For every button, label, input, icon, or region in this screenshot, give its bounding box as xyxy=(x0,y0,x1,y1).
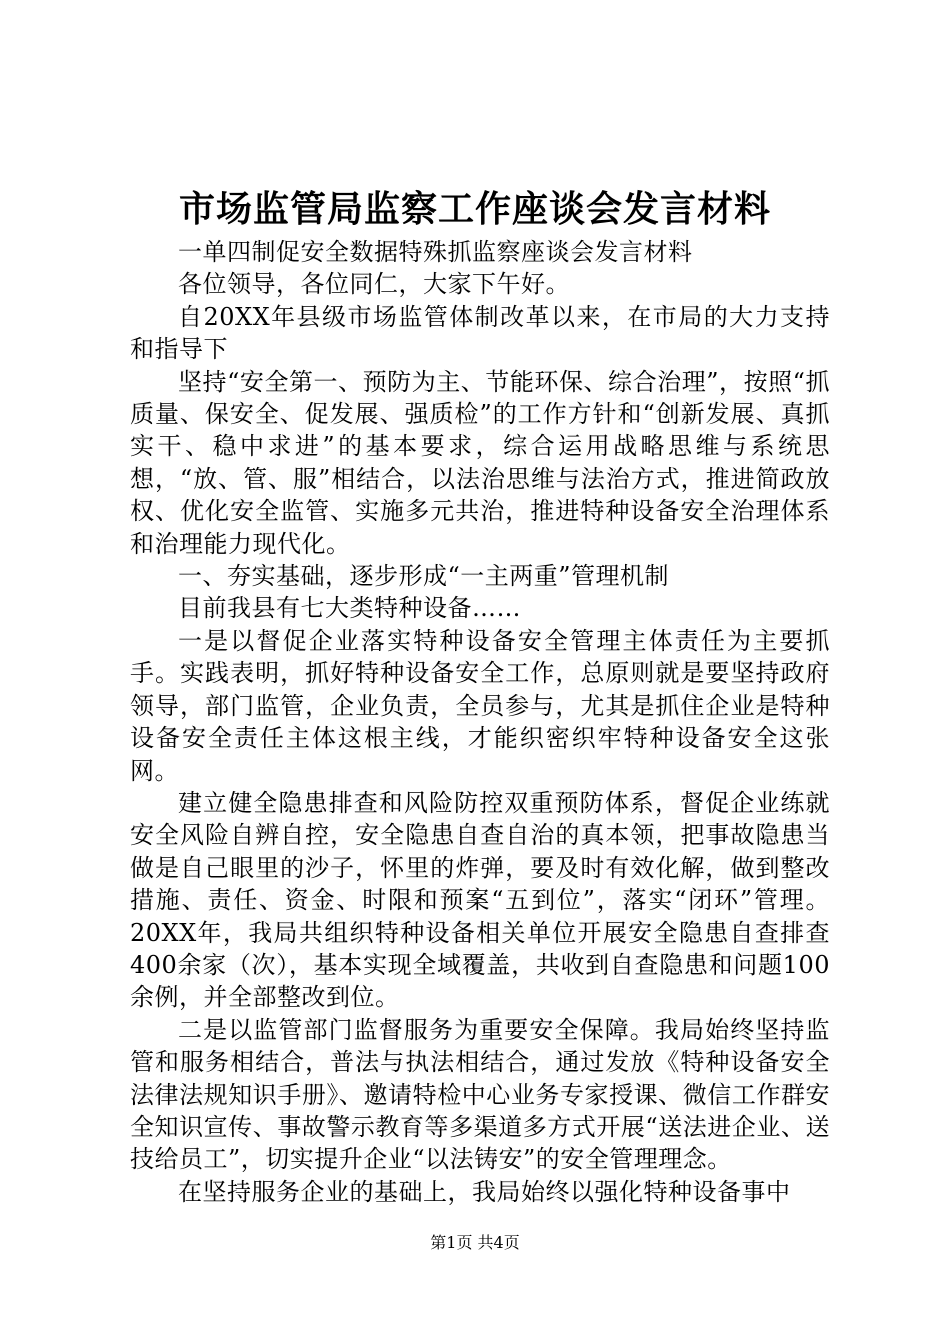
paragraph-service: 在坚持服务企业的基础上，我局始终以强化特种设备事中 xyxy=(178,1177,791,1206)
paragraph-subtitle: 一单四制促安全数据特殊抓监察座谈会发言材料 xyxy=(178,238,693,266)
paragraph-intro: 自20XX年县级市场监管体制改革以来，在市局的大力支持和指导下 xyxy=(130,302,830,364)
paragraph-greeting: 各位领导，各位同仁，大家下午好。 xyxy=(178,270,570,299)
section-heading-1: 一、夯实基础，逐步形成“一主两重”管理机制 xyxy=(178,562,670,591)
paragraph-equipment: 目前我县有七大类特种设备…… xyxy=(178,594,521,623)
paragraph-point-2: 二是以监管部门监督服务为重要安全保障。我局始终坚持监管和服务相结合，普法与执法相结合，通过发放《特种设备安全法律法规知识手册》、邀请特检中心业务专家授课、微信工作群安全知识宣传、事故警示教育等多渠道多方式开展“送法进企业、送技给员工”，切实提升企业“以法铸安”的安全管理理念。 xyxy=(130,1015,830,1174)
paragraph-point-1: 一是以督促企业落实特种设备安全管理主体责任为主要抓手。实践表明，抓好特种设备安全工作，总原则就是要坚持政府领导，部门监管，企业负责，全员参与，尤其是抓住企业是特种设备安全责任主体这根主线，才能织密织牢特种设备安全这张网。 xyxy=(130,626,830,785)
page-number: 第1页 共4页 xyxy=(430,1233,520,1252)
document-title: 市场监管局监察工作座谈会发言材料 xyxy=(178,188,771,230)
document-body xyxy=(130,236,830,1208)
paragraph-principles: 坚持“安全第一、预防为主、节能环保、综合治理”，按照“抓质量、保安全、促发展、强质检”的工作方针和“创新发展、真抓实干、稳中求进”的基本要求，综合运用战略思维与系统思想，“放、管、服”相结合，以法治思维与法治方式，推进简政放权、优化安全监管、实施多元共治，推进特种设备安全治理体系和治理能力现代化。 xyxy=(130,367,830,558)
paragraph-risk-control: 建立健全隐患排查和风险防控双重预防体系，督促企业练就安全风险自辨自控，安全隐患自查自治的真本领，把事故隐患当做是自己眼里的沙子，怀里的炸弹，要及时有效化解，做到整改措施、责任、资金、时限和预案“五到位”，落实“闭环”管理。20XX年，我局共组织特种设备相关单位开展安全隐患自查排查400余家（次），基本实现全域覆盖，共收到自查隐患和问题100余例，并全部整改到位。 xyxy=(130,788,830,1012)
